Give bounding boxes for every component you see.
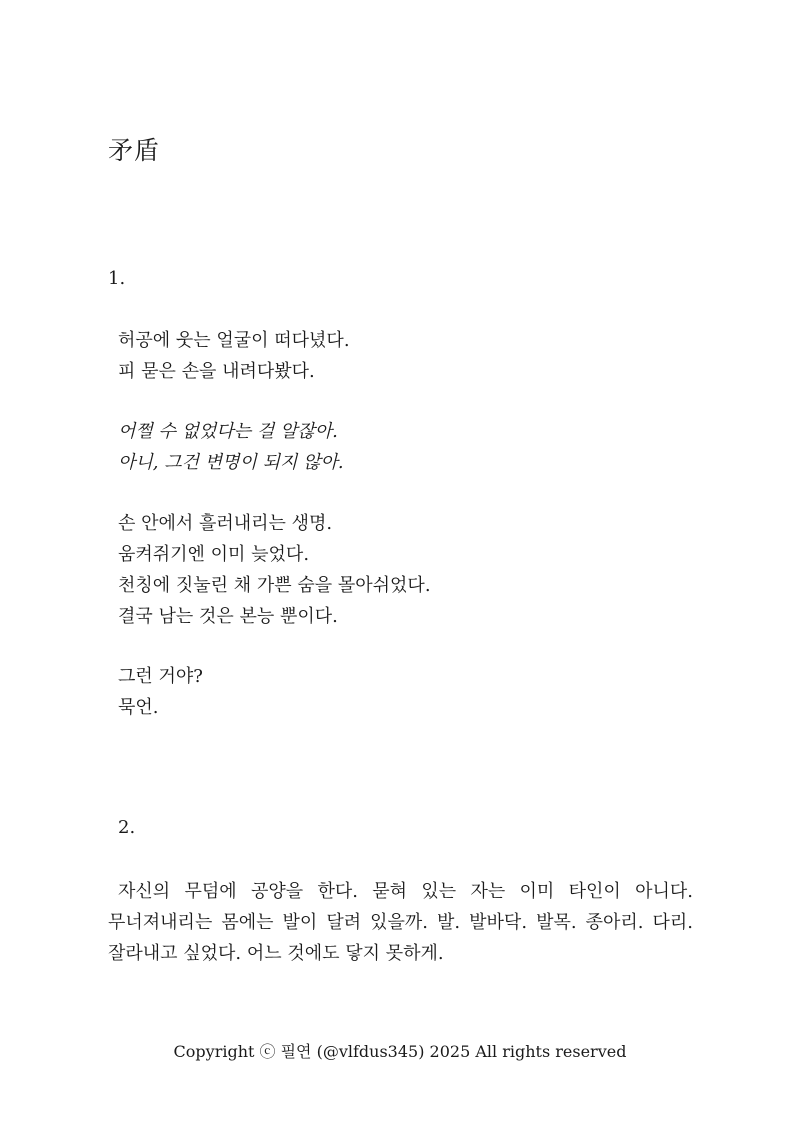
verse-line: 아니, 그건 변명이 되지 않아. — [118, 452, 344, 473]
section-2-number: 2. — [118, 817, 136, 838]
copyright-footer: Copyright ⓒ 필연 (@vlfdus345) 2025 All rights reserved — [173, 1042, 627, 1061]
verse-line: 묵언. — [118, 697, 159, 718]
verse-line: 허공에 웃는 얼굴이 떠다녔다. — [118, 330, 350, 351]
verse-line: 손 안에서 흘러내리는 생명. — [118, 513, 333, 534]
verse-line: 결국 남는 것은 본능 뿐이다. — [118, 606, 338, 627]
verse-line: 천칭에 짓눌린 채 가쁜 숨을 몰아쉬었다. — [118, 575, 431, 596]
verse-line: 움켜쥐기엔 이미 늦었다. — [118, 544, 310, 565]
stanza-1 — [118, 325, 350, 387]
stanza-4 — [118, 661, 203, 723]
verse-line: 그런 거야? — [118, 666, 203, 687]
section-1-number: 1. — [108, 268, 126, 289]
verse-line: 피 묻은 손을 내려다봤다. — [118, 361, 315, 382]
stanza-2 — [118, 416, 344, 478]
section-2-paragraph: 자신의 무덤에 공양을 한다. 묻혀 있는 자는 이미 타인이 아니다. 무너져내리는 몸에는 발이 달려 있을까. 발. 발바닥. 발목. 종아리. 다리. 잘라내고 싶었다. 어느 것에도 닿지 못하게. — [108, 881, 693, 964]
page-title: 矛盾 — [108, 136, 161, 165]
verse-line: 어쩔 수 없었다는 걸 알잖아. — [118, 421, 338, 442]
stanza-3 — [118, 508, 431, 632]
